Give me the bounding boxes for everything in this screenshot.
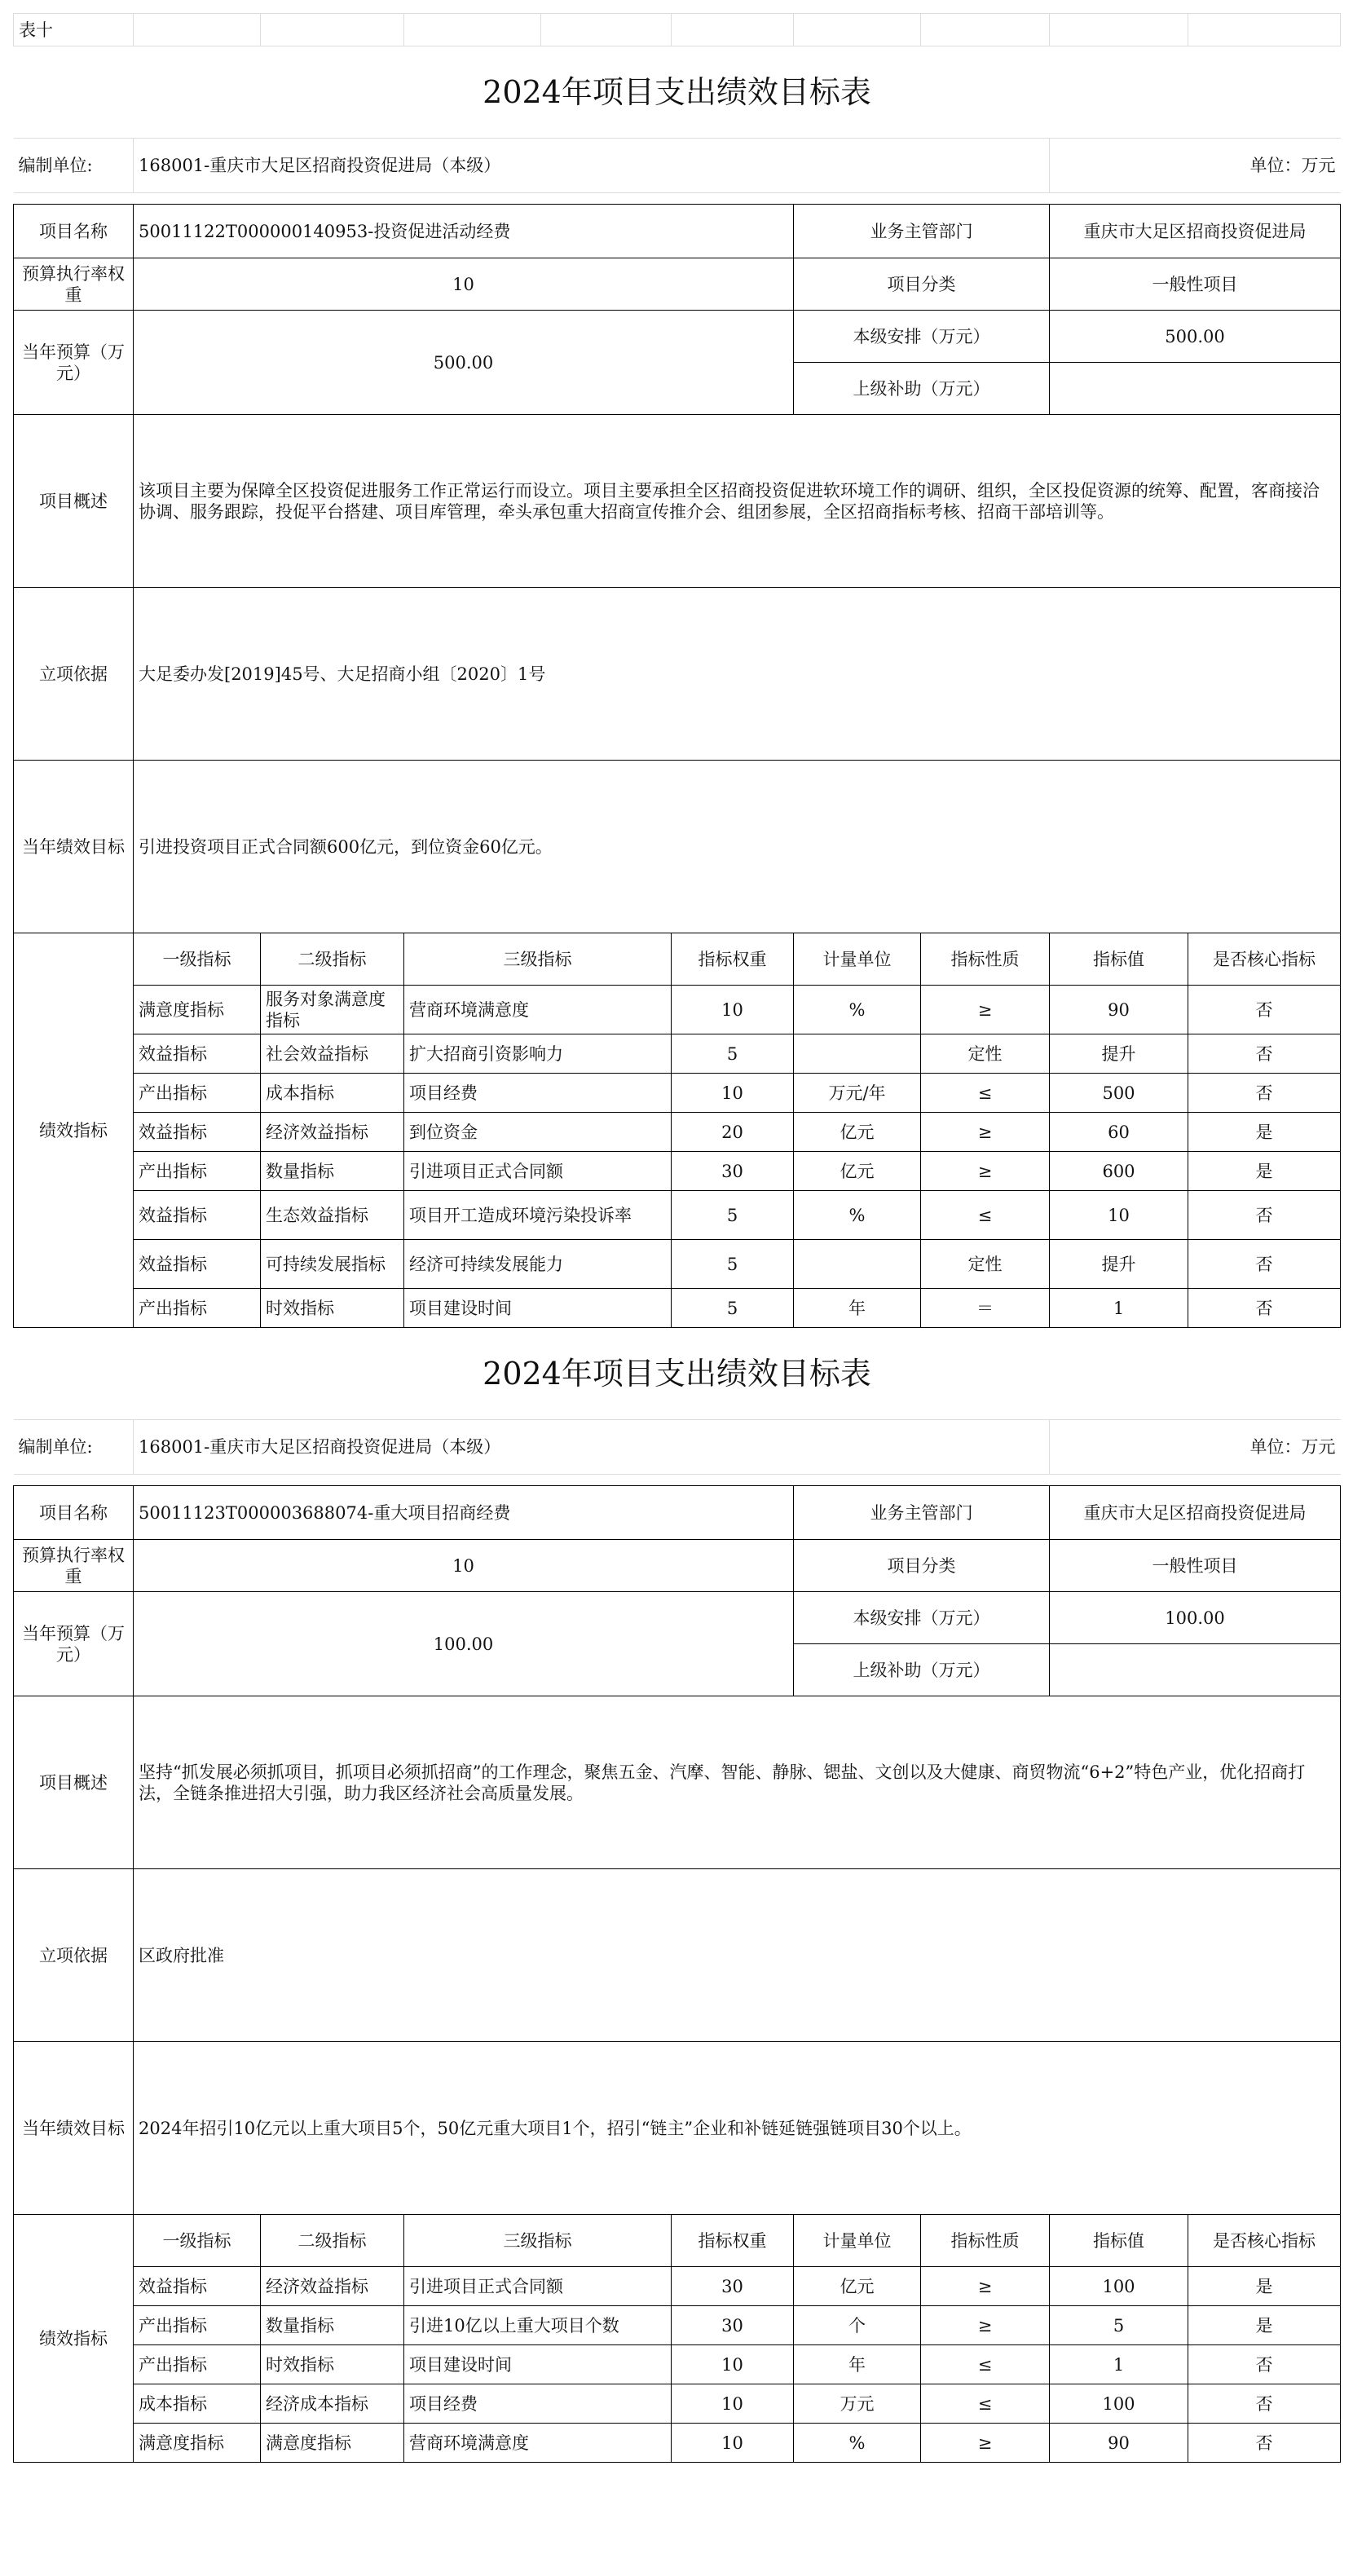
value-cell: 90 bbox=[1050, 2424, 1188, 2463]
level2-cell: 成本指标 bbox=[261, 1074, 404, 1113]
table2-dept-label: 业务主管部门 bbox=[794, 1486, 1050, 1540]
level3-cell: 扩大招商引资影响力 bbox=[404, 1034, 672, 1074]
table-row bbox=[14, 1074, 1341, 1113]
nature-cell: ≤ bbox=[921, 2345, 1050, 2384]
nature-cell: ≥ bbox=[921, 2424, 1050, 2463]
level2-cell: 可持续发展指标 bbox=[261, 1240, 404, 1289]
unit-cell: % bbox=[794, 1191, 921, 1240]
level3-cell: 经济可持续发展能力 bbox=[404, 1240, 672, 1289]
level2-cell: 数量指标 bbox=[261, 2306, 404, 2345]
table2-overview-row bbox=[14, 1696, 1341, 1869]
table2-category-label: 项目分类 bbox=[794, 1540, 1050, 1592]
value-cell: 1 bbox=[1050, 2345, 1188, 2384]
core-cell: 否 bbox=[1188, 1240, 1341, 1289]
table2-budget-label: 当年预算（万元） bbox=[14, 1592, 134, 1696]
value-cell: 90 bbox=[1050, 986, 1188, 1034]
table1-budget-label: 当年预算（万元） bbox=[14, 311, 134, 415]
core-cell: 是 bbox=[1188, 1113, 1341, 1152]
level2-cell: 经济效益指标 bbox=[261, 1113, 404, 1152]
table1-budget-row bbox=[14, 311, 1341, 363]
unit-cell: 年 bbox=[794, 2345, 921, 2384]
table2-meta-row bbox=[14, 1420, 1341, 1475]
level1-cell: 满意度指标 bbox=[134, 2424, 261, 2463]
table1-goal: 引进投资项目正式合同额600亿元，到位资金60亿元。 bbox=[134, 761, 1341, 933]
nature-cell: ≥ bbox=[921, 2267, 1050, 2306]
level2-cell: 经济效益指标 bbox=[261, 2267, 404, 2306]
unit-cell: 年 bbox=[794, 1289, 921, 1328]
core-cell: 是 bbox=[1188, 2306, 1341, 2345]
table1-header-cell: 计量单位 bbox=[794, 933, 921, 986]
core-cell: 是 bbox=[1188, 1152, 1341, 1191]
level2-cell: 满意度指标 bbox=[261, 2424, 404, 2463]
table-row bbox=[14, 2384, 1341, 2424]
table-row bbox=[14, 986, 1341, 1034]
table1-budget: 500.00 bbox=[134, 311, 794, 415]
level3-cell: 项目开工造成环境污染投诉率 bbox=[404, 1191, 672, 1240]
nature-cell: ≥ bbox=[921, 986, 1050, 1034]
weight-cell: 10 bbox=[672, 2424, 794, 2463]
table2-money-unit: 单位：万元 bbox=[1050, 1420, 1341, 1475]
sheet-label: 表十 bbox=[14, 14, 134, 46]
level2-cell: 数量指标 bbox=[261, 1152, 404, 1191]
table1-category: 一般性项目 bbox=[1050, 258, 1341, 311]
level3-cell: 项目经费 bbox=[404, 1074, 672, 1113]
table2-unit-value: 168001-重庆市大足区招商投资促进局（本级） bbox=[134, 1420, 1050, 1475]
table1-indicator-header-row bbox=[14, 933, 1341, 986]
unit-cell: 万元/年 bbox=[794, 1074, 921, 1113]
table1-basis-row bbox=[14, 588, 1341, 761]
level3-cell: 项目建设时间 bbox=[404, 2345, 672, 2384]
table2-title-row bbox=[14, 1328, 1341, 1420]
table2-exec-weight-label: 预算执行率权重 bbox=[14, 1540, 134, 1592]
level3-cell: 项目建设时间 bbox=[404, 1289, 672, 1328]
core-cell: 否 bbox=[1188, 2384, 1341, 2424]
value-cell: 提升 bbox=[1050, 1034, 1188, 1074]
level1-cell: 效益指标 bbox=[134, 1240, 261, 1289]
table2-project-name-label: 项目名称 bbox=[14, 1486, 134, 1540]
nature-cell: ≤ bbox=[921, 2384, 1050, 2424]
value-cell: 5 bbox=[1050, 2306, 1188, 2345]
table1-money-unit: 单位：万元 bbox=[1050, 139, 1341, 193]
unit-cell: 万元 bbox=[794, 2384, 921, 2424]
table1-basis: 大足委办发[2019]45号、大足招商小组〔2020〕1号 bbox=[134, 588, 1341, 761]
table2-header-cell: 指标权重 bbox=[672, 2215, 794, 2267]
level3-cell: 引进项目正式合同额 bbox=[404, 2267, 672, 2306]
value-cell: 提升 bbox=[1050, 1240, 1188, 1289]
table2-upper bbox=[1050, 1644, 1341, 1696]
table-row bbox=[14, 1240, 1341, 1289]
sheet-label-row bbox=[14, 14, 1341, 46]
core-cell: 否 bbox=[1188, 986, 1341, 1034]
table1-local-label: 本级安排（万元） bbox=[794, 311, 1050, 363]
level2-cell: 生态效益指标 bbox=[261, 1191, 404, 1240]
table1-dept: 重庆市大足区招商投资促进局 bbox=[1050, 205, 1341, 258]
table2-project-name: 50011123T000003688074-重大项目招商经费 bbox=[134, 1486, 794, 1540]
table1-basis-label: 立项依据 bbox=[14, 588, 134, 761]
weight-cell: 30 bbox=[672, 2267, 794, 2306]
unit-cell bbox=[794, 1034, 921, 1074]
table1-header-cell: 是否核心指标 bbox=[1188, 933, 1341, 986]
table2-goal-label: 当年绩效目标 bbox=[14, 2042, 134, 2215]
value-cell: 100 bbox=[1050, 2384, 1188, 2424]
level3-cell: 项目经费 bbox=[404, 2384, 672, 2424]
table2-header-cell: 指标值 bbox=[1050, 2215, 1188, 2267]
nature-cell: ≤ bbox=[921, 1191, 1050, 1240]
table2-local: 100.00 bbox=[1050, 1592, 1341, 1644]
core-cell: 是 bbox=[1188, 2267, 1341, 2306]
table2-project-row bbox=[14, 1486, 1341, 1540]
table2-indicator-header-row bbox=[14, 2215, 1341, 2267]
table1-goal-label: 当年绩效目标 bbox=[14, 761, 134, 933]
level1-cell: 产出指标 bbox=[134, 1152, 261, 1191]
nature-cell: 定性 bbox=[921, 1034, 1050, 1074]
table-row bbox=[14, 1113, 1341, 1152]
table1-project-name-label: 项目名称 bbox=[14, 205, 134, 258]
level1-cell: 效益指标 bbox=[134, 1191, 261, 1240]
table1-meta-row bbox=[14, 139, 1341, 193]
value-cell: 1 bbox=[1050, 1289, 1188, 1328]
weight-cell: 5 bbox=[672, 1240, 794, 1289]
table2-header-cell: 二级指标 bbox=[261, 2215, 404, 2267]
table2-goal-row bbox=[14, 2042, 1341, 2215]
nature-cell: ≥ bbox=[921, 1152, 1050, 1191]
core-cell: 否 bbox=[1188, 1191, 1341, 1240]
table2-weight-row bbox=[14, 1540, 1341, 1592]
table1-project-row bbox=[14, 205, 1341, 258]
table2-dept: 重庆市大足区招商投资促进局 bbox=[1050, 1486, 1341, 1540]
table-row bbox=[14, 1289, 1341, 1328]
table2-overview-label: 项目概述 bbox=[14, 1696, 134, 1869]
weight-cell: 10 bbox=[672, 2384, 794, 2424]
table1-dept-label: 业务主管部门 bbox=[794, 205, 1050, 258]
table1-upper bbox=[1050, 363, 1341, 415]
unit-cell: 个 bbox=[794, 2306, 921, 2345]
table2-header-cell: 三级指标 bbox=[404, 2215, 672, 2267]
table1-header-cell: 二级指标 bbox=[261, 933, 404, 986]
table1-indicators-label: 绩效指标 bbox=[14, 933, 134, 1328]
level1-cell: 产出指标 bbox=[134, 1289, 261, 1328]
table2-exec-weight: 10 bbox=[134, 1540, 794, 1592]
nature-cell: ≥ bbox=[921, 2306, 1050, 2345]
table1-exec-weight: 10 bbox=[134, 258, 794, 311]
sheet-table bbox=[13, 13, 1341, 2463]
table2-unit-label: 编制单位: bbox=[14, 1420, 134, 1475]
table2-budget: 100.00 bbox=[134, 1592, 794, 1696]
nature-cell: ＝ bbox=[921, 1289, 1050, 1328]
table2-indicators-label: 绩效指标 bbox=[14, 2215, 134, 2463]
table1-header-cell: 指标性质 bbox=[921, 933, 1050, 986]
table2-budget-row bbox=[14, 1592, 1341, 1644]
table2-header-cell: 是否核心指标 bbox=[1188, 2215, 1341, 2267]
table2-overview: 坚持“抓发展必须抓项目，抓项目必须抓招商”的工作理念，聚焦五金、汽摩、智能、静脉、锶盐、文创以及大健康、商贸物流“6+2”特色产业，优化招商打法，全链条推进招大引强，助力我区经济社会高质量发展。 bbox=[134, 1696, 1341, 1869]
core-cell: 否 bbox=[1188, 1289, 1341, 1328]
level1-cell: 效益指标 bbox=[134, 1113, 261, 1152]
table2-header-cell: 计量单位 bbox=[794, 2215, 921, 2267]
level2-cell: 时效指标 bbox=[261, 2345, 404, 2384]
level3-cell: 营商环境满意度 bbox=[404, 986, 672, 1034]
table-row bbox=[14, 1191, 1341, 1240]
unit-cell: 亿元 bbox=[794, 1152, 921, 1191]
level1-cell: 产出指标 bbox=[134, 2306, 261, 2345]
level1-cell: 产出指标 bbox=[134, 2345, 261, 2384]
value-cell: 100 bbox=[1050, 2267, 1188, 2306]
table2-upper-label: 上级补助（万元） bbox=[794, 1644, 1050, 1696]
table1-weight-row bbox=[14, 258, 1341, 311]
level1-cell: 满意度指标 bbox=[134, 986, 261, 1034]
level1-cell: 效益指标 bbox=[134, 2267, 261, 2306]
level1-cell: 效益指标 bbox=[134, 1034, 261, 1074]
table-row bbox=[14, 2424, 1341, 2463]
table2-basis-label: 立项依据 bbox=[14, 1869, 134, 2042]
table1-header-cell: 三级指标 bbox=[404, 933, 672, 986]
nature-cell: ≤ bbox=[921, 1074, 1050, 1113]
table2-basis: 区政府批准 bbox=[134, 1869, 1341, 2042]
weight-cell: 5 bbox=[672, 1191, 794, 1240]
level2-cell: 经济成本指标 bbox=[261, 2384, 404, 2424]
unit-cell: 亿元 bbox=[794, 1113, 921, 1152]
table1-overview-row bbox=[14, 415, 1341, 588]
table1-local: 500.00 bbox=[1050, 311, 1341, 363]
value-cell: 10 bbox=[1050, 1191, 1188, 1240]
level1-cell: 成本指标 bbox=[134, 2384, 261, 2424]
weight-cell: 5 bbox=[672, 1289, 794, 1328]
table-row bbox=[14, 1152, 1341, 1191]
weight-cell: 30 bbox=[672, 2306, 794, 2345]
core-cell: 否 bbox=[1188, 1034, 1341, 1074]
nature-cell: ≥ bbox=[921, 1113, 1050, 1152]
weight-cell: 10 bbox=[672, 2345, 794, 2384]
unit-cell bbox=[794, 1240, 921, 1289]
table1-goal-row bbox=[14, 761, 1341, 933]
table2-header-cell: 指标性质 bbox=[921, 2215, 1050, 2267]
weight-cell: 30 bbox=[672, 1152, 794, 1191]
weight-cell: 10 bbox=[672, 986, 794, 1034]
level3-cell: 引进10亿以上重大项目个数 bbox=[404, 2306, 672, 2345]
level3-cell: 营商环境满意度 bbox=[404, 2424, 672, 2463]
table1-header-cell: 指标权重 bbox=[672, 933, 794, 986]
table1-overview-label: 项目概述 bbox=[14, 415, 134, 588]
table2-basis-row bbox=[14, 1869, 1341, 2042]
table2-category: 一般性项目 bbox=[1050, 1540, 1341, 1592]
table2-header-cell: 一级指标 bbox=[134, 2215, 261, 2267]
table-row bbox=[14, 2267, 1341, 2306]
level2-cell: 社会效益指标 bbox=[261, 1034, 404, 1074]
level2-cell: 时效指标 bbox=[261, 1289, 404, 1328]
core-cell: 否 bbox=[1188, 2424, 1341, 2463]
nature-cell: 定性 bbox=[921, 1240, 1050, 1289]
table1-unit-value: 168001-重庆市大足区招商投资促进局（本级） bbox=[134, 139, 1050, 193]
value-cell: 500 bbox=[1050, 1074, 1188, 1113]
table2-title: 2024年项目支出绩效目标表 bbox=[483, 1356, 871, 1392]
sheet bbox=[13, 13, 1340, 2463]
table1-unit-label: 编制单位: bbox=[14, 139, 134, 193]
level3-cell: 到位资金 bbox=[404, 1113, 672, 1152]
table2-local-label: 本级安排（万元） bbox=[794, 1592, 1050, 1644]
weight-cell: 5 bbox=[672, 1034, 794, 1074]
unit-cell: % bbox=[794, 2424, 921, 2463]
table1-overview: 该项目主要为保障全区投资促进服务工作正常运行而设立。项目主要承担全区招商投资促进软环境工作的调研、组织，全区投促资源的统筹、配置，客商接洽协调、服务跟踪，投促平台搭建、项目库管理，牵头承包重大招商宣传推介会、组团参展，全区招商指标考核、招商干部培训等。 bbox=[134, 415, 1341, 588]
value-cell: 600 bbox=[1050, 1152, 1188, 1191]
table1-header-cell: 一级指标 bbox=[134, 933, 261, 986]
table1-title-row bbox=[14, 46, 1341, 139]
table1-category-label: 项目分类 bbox=[794, 258, 1050, 311]
value-cell: 60 bbox=[1050, 1113, 1188, 1152]
level2-cell: 服务对象满意度指标 bbox=[261, 986, 404, 1034]
table1-exec-weight-label: 预算执行率权重 bbox=[14, 258, 134, 311]
level1-cell: 产出指标 bbox=[134, 1074, 261, 1113]
core-cell: 否 bbox=[1188, 1074, 1341, 1113]
table-row bbox=[14, 2345, 1341, 2384]
table-row bbox=[14, 2306, 1341, 2345]
unit-cell: 亿元 bbox=[794, 2267, 921, 2306]
unit-cell: % bbox=[794, 986, 921, 1034]
table2-goal: 2024年招引10亿元以上重大项目5个，50亿元重大项目1个，招引“链主”企业和补链延链强链项目30个以上。 bbox=[134, 2042, 1341, 2215]
weight-cell: 10 bbox=[672, 1074, 794, 1113]
table1-project-name: 50011122T000000140953-投资促进活动经费 bbox=[134, 205, 794, 258]
table-row bbox=[14, 1034, 1341, 1074]
table1-title: 2024年项目支出绩效目标表 bbox=[14, 46, 1341, 139]
level3-cell: 引进项目正式合同额 bbox=[404, 1152, 672, 1191]
table1-upper-label: 上级补助（万元） bbox=[794, 363, 1050, 415]
weight-cell: 20 bbox=[672, 1113, 794, 1152]
core-cell: 否 bbox=[1188, 2345, 1341, 2384]
table1-header-cell: 指标值 bbox=[1050, 933, 1188, 986]
